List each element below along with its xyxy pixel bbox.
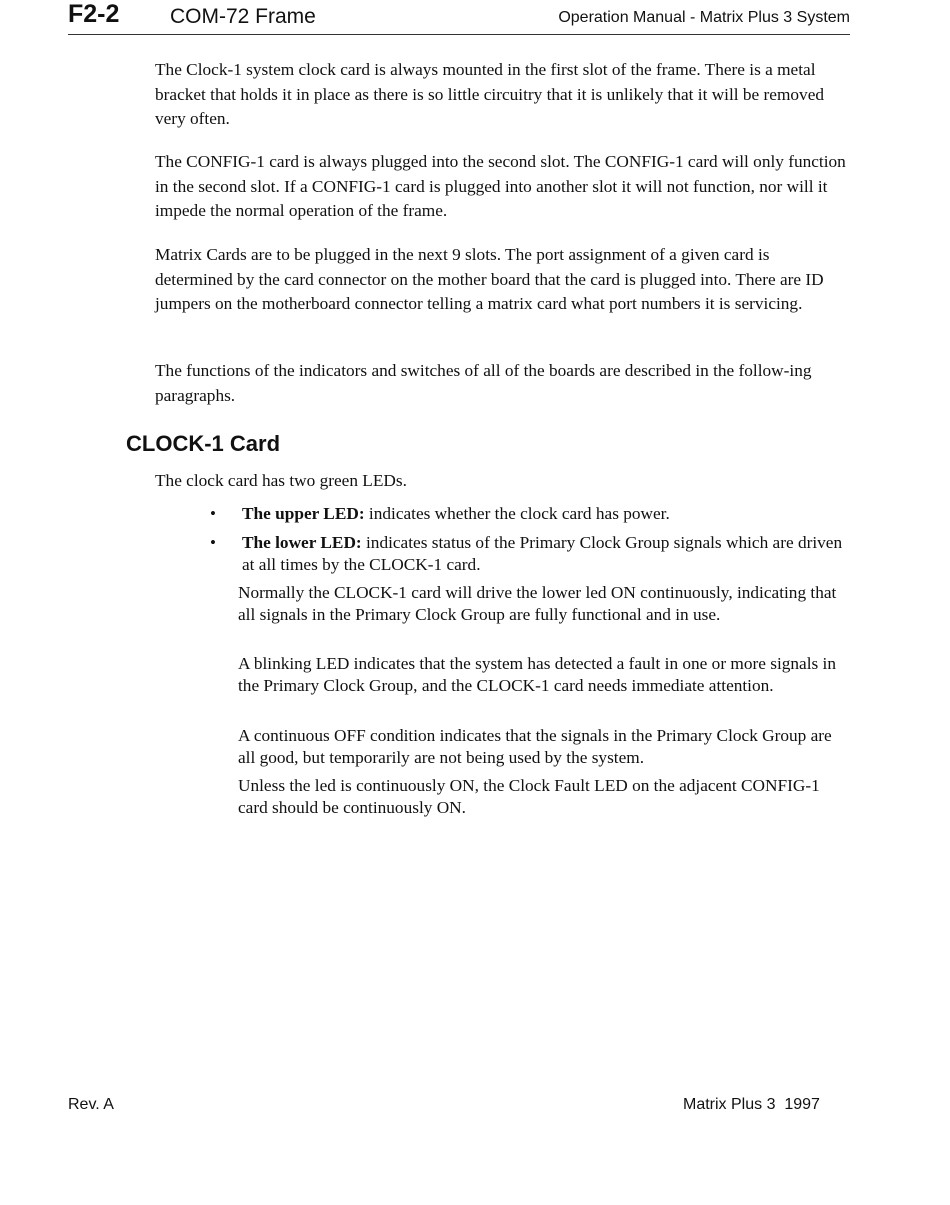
section-intro: The clock card has two green LEDs. — [155, 471, 407, 490]
body-paragraph: The Clock-1 system clock card is always mounted in the first slot of the frame. There is a metal bracket that holds it in place as there is so little circuitry that it is unlikely that it will be removed very often. — [155, 60, 824, 128]
bullet-description: indicates status of the Primary Clock Group signals which are driven at all times by the CLOCK-1 card. — [242, 533, 843, 574]
body-paragraph: The functions of the indicators and switches of all of the boards are described in the follow-ing paragraphs. — [155, 361, 812, 405]
bullet-marker: • — [210, 533, 216, 552]
footer-revision: Rev. A — [68, 1096, 114, 1113]
bullet-description: indicates whether the clock card has power. — [364, 504, 670, 523]
bullet-term: The lower LED: — [242, 533, 362, 552]
footer-product-year: Matrix Plus 3 1997 — [683, 1096, 820, 1113]
bullet-term: The upper LED: — [242, 504, 365, 523]
sub-paragraph: Normally the CLOCK-1 card will drive the lower led ON continuously, indicating that all signals in the Primary Clock Group are fully functional and in use. — [238, 583, 837, 624]
bullet-item — [210, 532, 850, 578]
sub-paragraph: A continuous OFF condition indicates that the signals in the Primary Clock Group are all good, but temporarily are not being used by the system. — [238, 726, 832, 767]
section-heading: CLOCK-1 Card — [126, 431, 281, 456]
page-number: F2-2 — [68, 0, 120, 28]
page-header — [68, 0, 850, 35]
bullet-marker: • — [210, 504, 216, 523]
bullet-item — [210, 503, 850, 527]
sub-paragraph: A blinking LED indicates that the system has detected a fault in one or more signals in the Primary Clock Group, and the CLOCK-1 card needs immediate attention. — [238, 654, 836, 695]
bullet-text — [242, 503, 850, 525]
sub-paragraph: Unless the led is continuously ON, the Clock Fault LED on the adjacent CONFIG-1 card should be continuously ON. — [238, 776, 820, 817]
body-paragraph: The CONFIG-1 card is always plugged into the second slot. The CONFIG-1 card will only function in the second slot. If a CONFIG-1 card is plugged into another slot it will not function, nor will it impede the normal operation of the frame. — [155, 152, 846, 220]
bullet-text — [242, 532, 850, 576]
body-paragraph: Matrix Cards are to be plugged in the next 9 slots. The port assignment of a given card is determined by the card connector on the mother board that the card is plugged into. There are ID jumpers on the motherboard connector telling a matrix card what port numbers it is servicing. — [155, 245, 824, 313]
manual-title: Operation Manual - Matrix Plus 3 System — [558, 9, 850, 26]
chapter-title: COM-72 Frame — [170, 5, 316, 28]
